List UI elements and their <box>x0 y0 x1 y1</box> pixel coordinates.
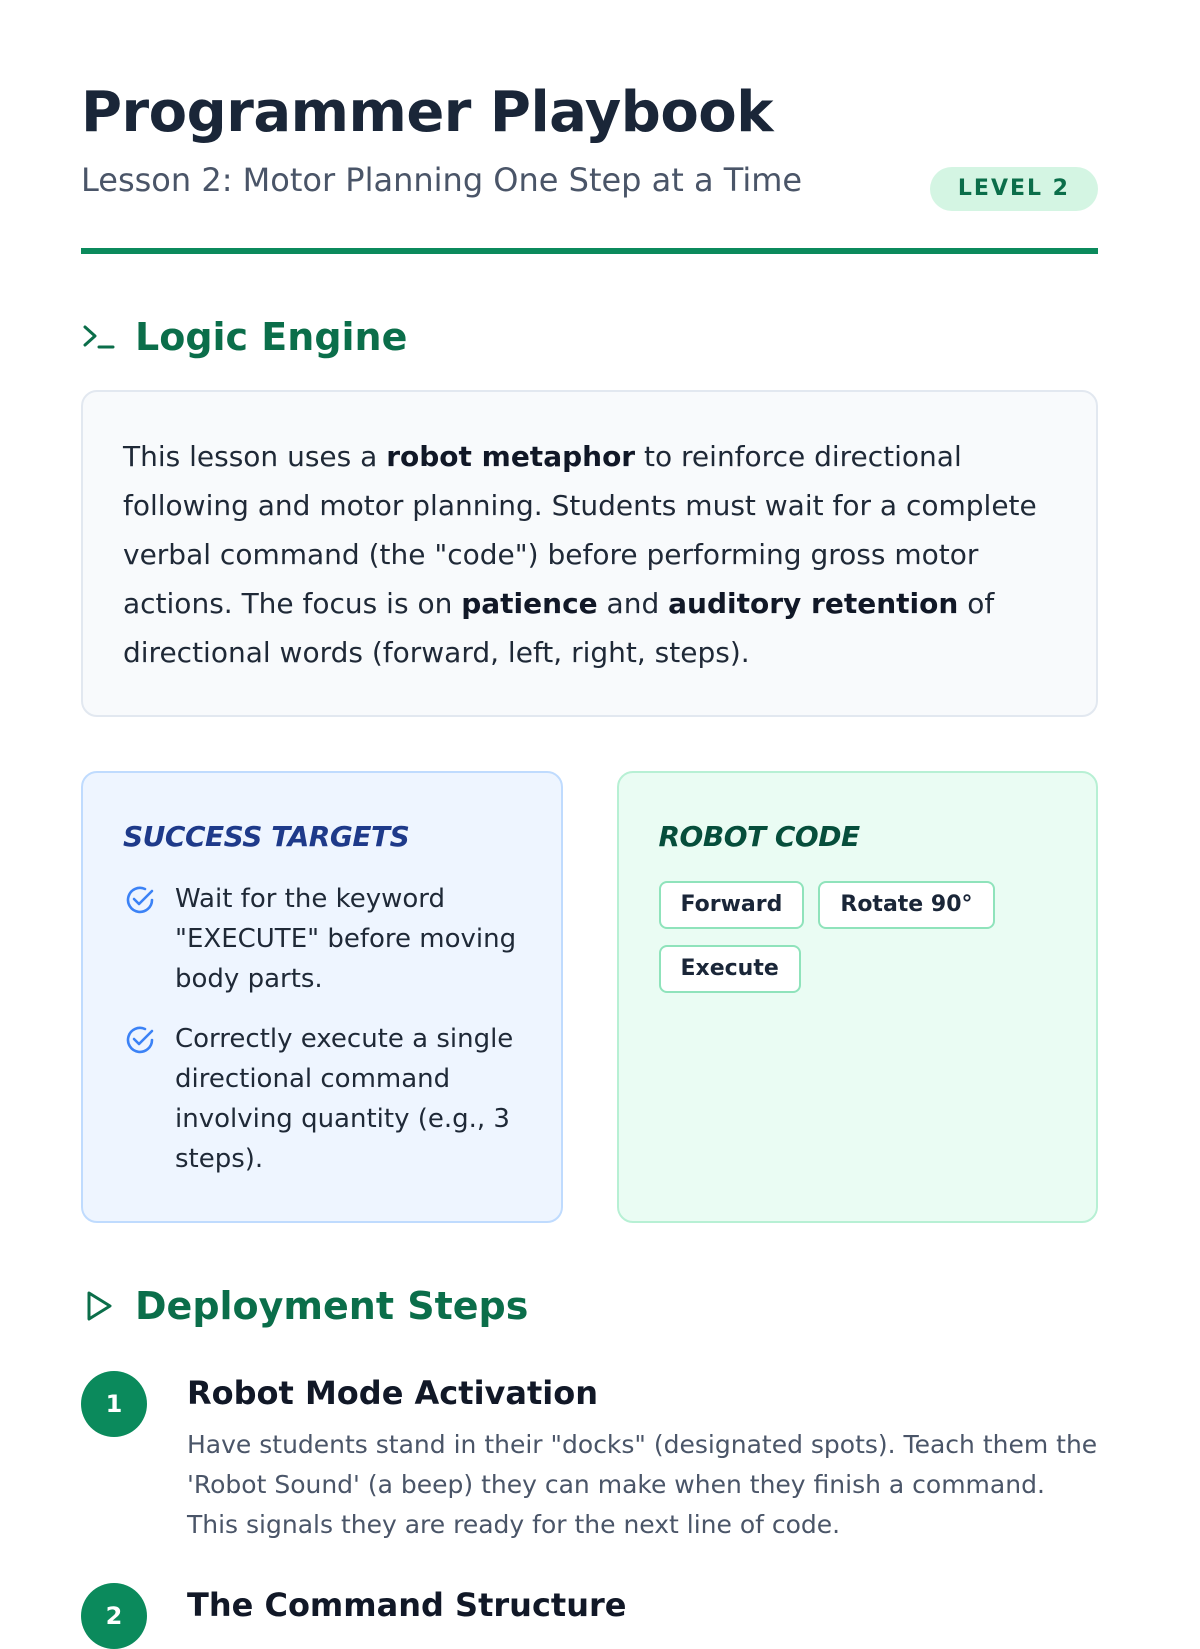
step-body <box>187 1583 1098 1637</box>
step-title: Robot Mode Activation <box>187 1374 599 1412</box>
list-item <box>123 879 521 999</box>
cards-row <box>81 771 1098 1223</box>
success-targets-title: SUCCESS TARGETS <box>123 820 410 853</box>
paragraph-text: of directional words (forward, left, right, steps). <box>123 587 995 669</box>
paragraph-text: to reinforce directional following and motor planning. Students must wait for a complete verbal command (the "code") before performing gross motor actions. The focus is on <box>123 440 1037 620</box>
page-title: Programmer Playbook <box>81 80 774 145</box>
lesson-subtitle: Lesson 2: Motor Planning One Step at a Time <box>81 161 803 199</box>
step-item <box>81 1583 1098 1649</box>
level-badge: LEVEL 2 <box>930 167 1098 211</box>
check-circle-icon <box>123 1023 157 1057</box>
step-text: Have students stand in their "docks" (designated spots). Teach them the 'Robot Sound' (a beep) they can make when they finish a command. This signals they are ready for the next line of code. <box>187 1430 1098 1539</box>
robot-code-card <box>617 771 1099 1223</box>
robot-code-chips <box>659 881 1019 993</box>
logic-engine-heading-text: Logic Engine <box>135 315 408 359</box>
success-targets-list <box>123 879 521 1179</box>
step-body <box>187 1371 1098 1545</box>
success-targets-card <box>81 771 563 1223</box>
deployment-steps-heading-text: Deployment Steps <box>135 1284 529 1328</box>
list-item <box>123 1019 521 1179</box>
emphasis-text: robot metaphor <box>386 440 636 473</box>
paragraph-text: This lesson uses a <box>123 440 387 473</box>
deployment-steps-list <box>81 1371 1098 1649</box>
step-number-badge: 1 <box>81 1371 147 1437</box>
step-item <box>81 1371 1098 1545</box>
play-outline-icon <box>81 1288 117 1324</box>
logic-engine-card <box>81 390 1098 717</box>
logic-engine-heading <box>81 312 1098 362</box>
check-circle-icon <box>123 883 157 917</box>
success-target-text: Wait for the keyword "EXECUTE" before moving body parts. <box>175 884 517 994</box>
success-target-text: Correctly execute a single directional command involving quantity (e.g., 3 steps). <box>175 1024 514 1174</box>
code-chip-execute: Execute <box>659 945 801 993</box>
deployment-steps-heading <box>81 1281 1098 1331</box>
step-number-badge: 2 <box>81 1583 147 1649</box>
page-header <box>81 0 1098 254</box>
terminal-prompt-icon <box>81 319 117 355</box>
robot-code-title: ROBOT CODE <box>658 820 860 853</box>
emphasis-text: auditory retention <box>668 587 959 620</box>
paragraph-text: and <box>597 587 669 620</box>
emphasis-text: patience <box>461 587 598 620</box>
code-chip-rotate: Rotate 90° <box>818 881 994 929</box>
logic-engine-paragraph <box>123 432 1056 677</box>
step-title: The Command Structure <box>187 1586 627 1624</box>
code-chip-forward: Forward <box>659 881 805 929</box>
